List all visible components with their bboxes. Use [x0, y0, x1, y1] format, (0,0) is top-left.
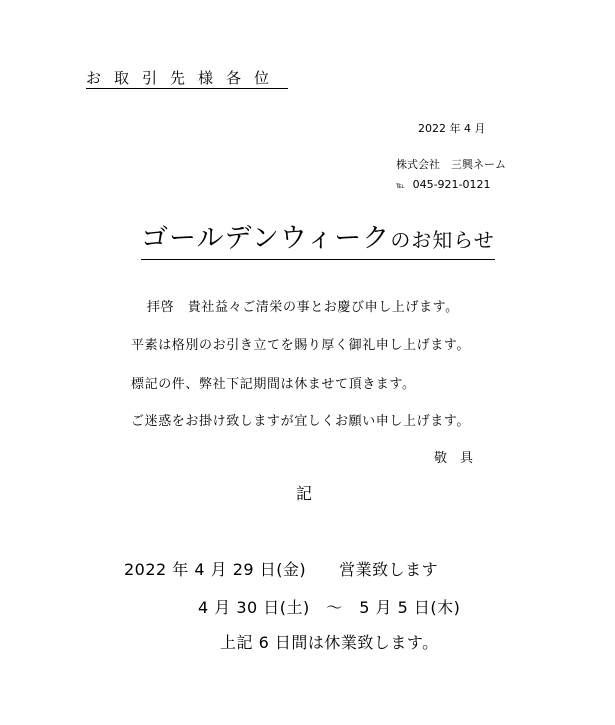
title-tail: のお知らせ [390, 228, 495, 252]
phone-number: 045-921-0121 [412, 178, 491, 191]
notice-title [141, 220, 495, 260]
company-name: 株式会社 三興ネーム [396, 158, 506, 171]
ki-heading: 記 [296, 484, 313, 503]
tel-icon: ℡ [396, 181, 405, 190]
body-line: 平素は格別のお引き立てを賜り厚く御礼申し上げます。 [131, 338, 470, 353]
schedule-line: 2022 年 4 月 29 日(金) 営業致します [124, 560, 439, 579]
letter-date: 2022 年 4 月 [418, 122, 486, 135]
schedule-line: 4 月 30 日(土) ～ 5 月 5 日(木) [198, 598, 461, 617]
schedule-line: 上記 6 日間は休業致します。 [220, 633, 439, 652]
body-line: ご迷惑をお掛け致しますが宜しくお願い申し上げます。 [131, 414, 470, 429]
body-line: 標記の件、弊社下記期間は休ませて頂きます。 [131, 377, 416, 392]
phone-line [396, 178, 491, 191]
addressee: お取引先様各位 [86, 68, 288, 89]
title-main: ゴールデンウィーク [141, 223, 391, 254]
closing-salutation: 敬具 [434, 451, 487, 466]
body-line: 拝啓 貴社益々ご清栄の事とお慶び申し上げます。 [147, 300, 459, 315]
